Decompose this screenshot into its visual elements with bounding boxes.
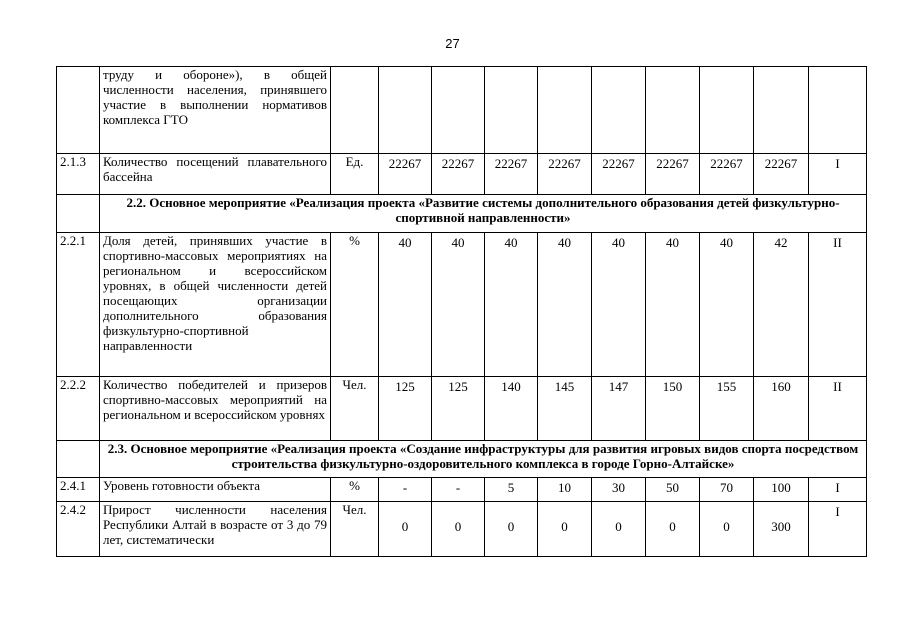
value-cell: 0	[538, 502, 592, 557]
empty-cell	[57, 195, 100, 233]
section-row	[57, 441, 867, 478]
value-cell: 100	[754, 478, 809, 502]
value-cell: 0	[700, 502, 754, 557]
table-body	[57, 67, 867, 557]
value-cell: 10	[538, 478, 592, 502]
value-cell: 40	[379, 233, 432, 377]
value-cell: 22267	[592, 154, 646, 195]
value-cell: 125	[432, 377, 485, 441]
indicator-number: 2.2.2	[57, 377, 100, 441]
category-cell: I	[809, 478, 867, 502]
value-cell: 22267	[754, 154, 809, 195]
table-row	[57, 478, 867, 502]
value-cell	[485, 67, 538, 154]
table-row	[57, 233, 867, 377]
value-cell: 160	[754, 377, 809, 441]
table-row	[57, 154, 867, 195]
value-cell: 147	[592, 377, 646, 441]
value-cell: 0	[485, 502, 538, 557]
value-cell	[646, 67, 700, 154]
table-row	[57, 67, 867, 154]
indicator-number: 2.4.1	[57, 478, 100, 502]
category-cell	[809, 67, 867, 154]
value-cell: 0	[379, 502, 432, 557]
indicator-number: 2.4.2	[57, 502, 100, 557]
value-cell: 300	[754, 502, 809, 557]
value-cell: 0	[432, 502, 485, 557]
value-cell	[432, 67, 485, 154]
unit-cell: %	[331, 478, 379, 502]
value-cell: 40	[700, 233, 754, 377]
unit-cell: Ед.	[331, 154, 379, 195]
value-cell: 22267	[538, 154, 592, 195]
indicator-description: Количество победителей и призеров спортивно-массовых мероприятий на региональном и всероссийском уровнях	[100, 377, 331, 441]
value-cell	[700, 67, 754, 154]
value-cell: 22267	[700, 154, 754, 195]
value-cell: 40	[538, 233, 592, 377]
value-cell: 70	[700, 478, 754, 502]
section-row	[57, 195, 867, 233]
value-cell	[538, 67, 592, 154]
section-heading: 2.3. Основное мероприятие «Реализация проекта «Создание инфраструктуры для развития игровых видов спорта посредством строительства физкультурно-оздоровительного комплекса в городе Горно-Алтайске»	[100, 441, 867, 478]
page-number: 27	[445, 36, 460, 51]
table-row	[57, 377, 867, 441]
unit-cell	[331, 67, 379, 154]
value-cell	[592, 67, 646, 154]
value-cell: 125	[379, 377, 432, 441]
category-cell: II	[809, 233, 867, 377]
indicator-description: Доля детей, принявших участие в спортивно-массовых мероприятиях на региональном и всероссийском уровнях, в общей численности детей посещающих организации дополнительного образования физкультурно-спортивной направленности	[100, 233, 331, 377]
value-cell: 50	[646, 478, 700, 502]
indicator-number	[57, 67, 100, 154]
value-cell: 30	[592, 478, 646, 502]
value-cell	[379, 67, 432, 154]
value-cell: 40	[485, 233, 538, 377]
indicator-description: Прирост численности населения Республики Алтай в возрасте от 3 до 79 лет, систематически	[100, 502, 331, 557]
value-cell: 22267	[379, 154, 432, 195]
value-cell: 40	[646, 233, 700, 377]
value-cell: 155	[700, 377, 754, 441]
category-cell: I	[809, 502, 867, 557]
category-cell: I	[809, 154, 867, 195]
section-heading: 2.2. Основное мероприятие «Реализация проекта «Развитие системы дополнительного образования детей физкультурно-спортивной направленности»	[100, 195, 867, 233]
value-cell: -	[432, 478, 485, 502]
value-cell: 140	[485, 377, 538, 441]
value-cell: 42	[754, 233, 809, 377]
value-cell: 0	[592, 502, 646, 557]
indicator-number: 2.2.1	[57, 233, 100, 377]
unit-cell: Чел.	[331, 502, 379, 557]
value-cell: -	[379, 478, 432, 502]
unit-cell: Чел.	[331, 377, 379, 441]
value-cell: 40	[432, 233, 485, 377]
table-row	[57, 502, 867, 557]
value-cell: 40	[592, 233, 646, 377]
value-cell	[754, 67, 809, 154]
indicators-table	[56, 66, 867, 557]
empty-cell	[57, 441, 100, 478]
value-cell: 150	[646, 377, 700, 441]
value-cell: 5	[485, 478, 538, 502]
indicator-number: 2.1.3	[57, 154, 100, 195]
value-cell: 22267	[432, 154, 485, 195]
value-cell: 145	[538, 377, 592, 441]
value-cell: 22267	[646, 154, 700, 195]
category-cell: II	[809, 377, 867, 441]
unit-cell: %	[331, 233, 379, 377]
indicator-description: труду и обороне»), в общей численности населения, принявшего участие в выполнении нормативов комплекса ГТО	[100, 67, 331, 154]
value-cell: 0	[646, 502, 700, 557]
indicator-description: Уровень готовности объекта	[100, 478, 331, 502]
indicator-description: Количество посещений плавательного бассейна	[100, 154, 331, 195]
value-cell: 22267	[485, 154, 538, 195]
